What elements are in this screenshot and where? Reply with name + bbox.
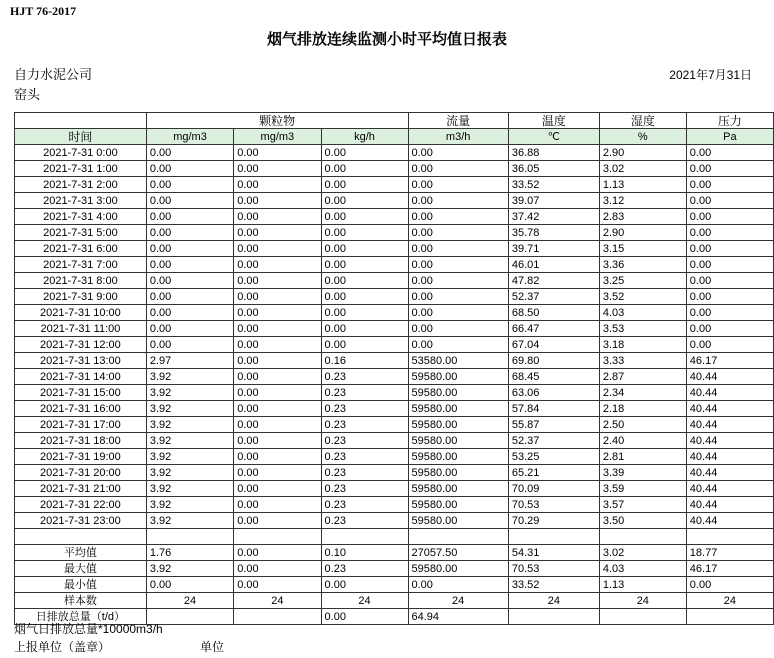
cell-p1: 2.97 <box>146 353 233 369</box>
cell-flow: 0.00 <box>408 193 508 209</box>
summary-flow: 24 <box>408 593 508 609</box>
summary-p1: 0.00 <box>146 577 233 593</box>
cell-pres: 0.00 <box>686 257 773 273</box>
cell-time: 2021-7-31 1:00 <box>15 161 147 177</box>
cell-flow: 0.00 <box>408 289 508 305</box>
table-row <box>15 321 774 337</box>
cell-p1: 3.92 <box>146 497 233 513</box>
unit-particulate-standard: mg/m3 <box>234 129 321 145</box>
cell-hum: 2.18 <box>599 401 686 417</box>
cell-p3: 0.23 <box>321 513 408 529</box>
daily-total-label: 日排放总量（t/d） <box>15 609 147 625</box>
cell-flow: 0.00 <box>408 209 508 225</box>
cell-time: 2021-7-31 21:00 <box>15 481 147 497</box>
cell-p1: 0.00 <box>146 161 233 177</box>
table-row <box>15 273 774 289</box>
cell-p2: 0.00 <box>234 337 321 353</box>
cell-hum: 2.90 <box>599 145 686 161</box>
cell-temp: 53.25 <box>508 449 599 465</box>
cell-time: 2021-7-31 7:00 <box>15 257 147 273</box>
cell-p1: 0.00 <box>146 289 233 305</box>
table-row <box>15 465 774 481</box>
cell-hum: 2.34 <box>599 385 686 401</box>
header-time-blank <box>15 113 147 129</box>
summary-pres: 0.00 <box>686 577 773 593</box>
cell-flow: 59580.00 <box>408 433 508 449</box>
table-row <box>15 193 774 209</box>
cell-pres: 40.44 <box>686 481 773 497</box>
cell-pres: 40.44 <box>686 401 773 417</box>
summary-row-maximum <box>15 561 774 577</box>
footnote: 烟气日排放总量*10000m3/h <box>14 622 163 636</box>
cell-pres: 46.17 <box>686 353 773 369</box>
cell-p3: 0.23 <box>321 433 408 449</box>
summary-p1: 24 <box>146 593 233 609</box>
cell-pres: 40.44 <box>686 449 773 465</box>
table-row <box>15 145 774 161</box>
cell-time: 2021-7-31 3:00 <box>15 193 147 209</box>
cell-p3: 0.00 <box>321 257 408 273</box>
cell-flow: 0.00 <box>408 273 508 289</box>
table-group-header-row <box>15 113 774 129</box>
cell-flow: 0.00 <box>408 257 508 273</box>
cell-p2: 0.00 <box>234 433 321 449</box>
cell-temp: 36.88 <box>508 145 599 161</box>
header-humidity: 湿度 <box>599 113 686 129</box>
cell-time: 2021-7-31 5:00 <box>15 225 147 241</box>
cell-hum: 3.15 <box>599 241 686 257</box>
unit-particulate-concentration: mg/m3 <box>146 129 233 145</box>
table-row <box>15 449 774 465</box>
cell-time: 2021-7-31 22:00 <box>15 497 147 513</box>
cell-hum: 3.39 <box>599 465 686 481</box>
cell-pres: 0.00 <box>686 209 773 225</box>
summary-p1: 3.92 <box>146 561 233 577</box>
cell-hum: 2.81 <box>599 449 686 465</box>
table-row <box>15 433 774 449</box>
cell-hum: 3.25 <box>599 273 686 289</box>
table-row <box>15 353 774 369</box>
cell-flow: 59580.00 <box>408 449 508 465</box>
reporting-unit-label: 上报单位（盖章） <box>14 640 111 654</box>
cell-hum: 3.59 <box>599 481 686 497</box>
cell-p2: 0.00 <box>234 193 321 209</box>
table-row <box>15 513 774 529</box>
cell-hum: 2.83 <box>599 209 686 225</box>
cell-p1: 0.00 <box>146 193 233 209</box>
cell-p3: 0.23 <box>321 497 408 513</box>
cell-time: 2021-7-31 16:00 <box>15 401 147 417</box>
cell-p1: 0.00 <box>146 241 233 257</box>
cell-p1: 3.92 <box>146 417 233 433</box>
cell-flow: 0.00 <box>408 161 508 177</box>
summary-row-minimum <box>15 577 774 593</box>
cell-pres: 40.44 <box>686 369 773 385</box>
cell-p2: 0.00 <box>234 465 321 481</box>
cell-time: 2021-7-31 2:00 <box>15 177 147 193</box>
cell-pres: 0.00 <box>686 289 773 305</box>
cell-hum: 2.90 <box>599 225 686 241</box>
cell-p1: 0.00 <box>146 257 233 273</box>
cell-pres: 40.44 <box>686 513 773 529</box>
cell-p2: 0.00 <box>234 417 321 433</box>
cell-p3: 0.00 <box>321 321 408 337</box>
cell-p3: 0.00 <box>321 225 408 241</box>
cell-p1: 0.00 <box>146 305 233 321</box>
cell-p3: 0.00 <box>321 337 408 353</box>
cell-p3: 0.00 <box>321 241 408 257</box>
summary-hum: 1.13 <box>599 577 686 593</box>
summary-p2: 24 <box>234 593 321 609</box>
table-row <box>15 369 774 385</box>
table-row <box>15 225 774 241</box>
cell-p1: 0.00 <box>146 273 233 289</box>
cell-flow: 59580.00 <box>408 481 508 497</box>
table-row <box>15 305 774 321</box>
table-row <box>15 257 774 273</box>
cell-hum: 3.50 <box>599 513 686 529</box>
summary-flow: 0.00 <box>408 577 508 593</box>
table-row <box>15 497 774 513</box>
cell-time: 2021-7-31 9:00 <box>15 289 147 305</box>
cell-p3: 0.00 <box>321 177 408 193</box>
cell-p1: 3.92 <box>146 433 233 449</box>
cell-pres: 0.00 <box>686 193 773 209</box>
cell-p2: 0.00 <box>234 385 321 401</box>
cell-pres: 40.44 <box>686 465 773 481</box>
cell-hum: 2.87 <box>599 369 686 385</box>
cell-p2: 0.00 <box>234 145 321 161</box>
cell-time: 2021-7-31 0:00 <box>15 145 147 161</box>
cell-flow: 0.00 <box>408 177 508 193</box>
cell-temp: 37.42 <box>508 209 599 225</box>
summary-label: 最大值 <box>15 561 147 577</box>
cell-p1: 0.00 <box>146 177 233 193</box>
cell-hum: 2.40 <box>599 433 686 449</box>
cell-pres: 40.44 <box>686 433 773 449</box>
cell-flow: 0.00 <box>408 321 508 337</box>
summary-p2: 0.00 <box>234 561 321 577</box>
cell-p3: 0.00 <box>321 305 408 321</box>
cell-p2: 0.00 <box>234 289 321 305</box>
cell-p2: 0.00 <box>234 481 321 497</box>
cell-p3: 0.23 <box>321 369 408 385</box>
cell-temp: 52.37 <box>508 433 599 449</box>
table-row <box>15 481 774 497</box>
table-row <box>15 337 774 353</box>
cell-time: 2021-7-31 19:00 <box>15 449 147 465</box>
emission-report-table <box>14 112 774 625</box>
cell-pres: 0.00 <box>686 321 773 337</box>
cell-time: 2021-7-31 15:00 <box>15 385 147 401</box>
cell-p1: 3.92 <box>146 369 233 385</box>
unit-time-label: 时间 <box>15 129 147 145</box>
cell-time: 2021-7-31 23:00 <box>15 513 147 529</box>
summary-label: 样本数 <box>15 593 147 609</box>
table-body <box>15 113 774 625</box>
cell-flow: 0.00 <box>408 225 508 241</box>
cell-temp: 52.37 <box>508 289 599 305</box>
cell-time: 2021-7-31 4:00 <box>15 209 147 225</box>
cell-p1: 3.92 <box>146 449 233 465</box>
table-unit-row <box>15 129 774 145</box>
cell-p2: 0.00 <box>234 401 321 417</box>
cell-temp: 65.21 <box>508 465 599 481</box>
summary-flow: 27057.50 <box>408 545 508 561</box>
cell-pres: 0.00 <box>686 273 773 289</box>
cell-time: 2021-7-31 18:00 <box>15 433 147 449</box>
cell-time: 2021-7-31 13:00 <box>15 353 147 369</box>
cell-temp: 68.50 <box>508 305 599 321</box>
unit-label: 单位 <box>200 640 225 654</box>
cell-time: 2021-7-31 20:00 <box>15 465 147 481</box>
cell-flow: 53580.00 <box>408 353 508 369</box>
cell-temp: 55.87 <box>508 417 599 433</box>
cell-pres: 0.00 <box>686 241 773 257</box>
emission-source: 窑头 <box>14 87 41 102</box>
summary-p3: 0.23 <box>321 561 408 577</box>
cell-flow: 59580.00 <box>408 465 508 481</box>
cell-hum: 3.53 <box>599 321 686 337</box>
cell-p1: 3.92 <box>146 385 233 401</box>
table-row <box>15 417 774 433</box>
cell-temp: 39.71 <box>508 241 599 257</box>
cell-pres: 0.00 <box>686 177 773 193</box>
cell-hum: 3.57 <box>599 497 686 513</box>
summary-flow: 59580.00 <box>408 561 508 577</box>
cell-p1: 0.00 <box>146 321 233 337</box>
cell-p3: 0.23 <box>321 481 408 497</box>
cell-p1: 3.92 <box>146 481 233 497</box>
cell-p3: 0.23 <box>321 385 408 401</box>
cell-p3: 0.23 <box>321 401 408 417</box>
cell-flow: 59580.00 <box>408 385 508 401</box>
cell-p2: 0.00 <box>234 225 321 241</box>
cell-time: 2021-7-31 10:00 <box>15 305 147 321</box>
cell-temp: 66.47 <box>508 321 599 337</box>
table-row <box>15 289 774 305</box>
cell-temp: 70.09 <box>508 481 599 497</box>
table-row <box>15 161 774 177</box>
summary-temp: 54.31 <box>508 545 599 561</box>
summary-hum: 3.02 <box>599 545 686 561</box>
cell-p1: 3.92 <box>146 401 233 417</box>
unit-particulate-rate: kg/h <box>321 129 408 145</box>
summary-hum: 24 <box>599 593 686 609</box>
cell-p1: 0.00 <box>146 225 233 241</box>
cell-p3: 0.00 <box>321 273 408 289</box>
cell-hum: 1.13 <box>599 177 686 193</box>
cell-p2: 0.00 <box>234 257 321 273</box>
cell-pres: 0.00 <box>686 225 773 241</box>
summary-row-sample-count <box>15 593 774 609</box>
cell-pres: 40.44 <box>686 497 773 513</box>
cell-flow: 59580.00 <box>408 497 508 513</box>
summary-label: 最小值 <box>15 577 147 593</box>
cell-temp: 33.52 <box>508 177 599 193</box>
cell-pres: 0.00 <box>686 145 773 161</box>
cell-time: 2021-7-31 6:00 <box>15 241 147 257</box>
cell-p1: 0.00 <box>146 209 233 225</box>
summary-p3: 24 <box>321 593 408 609</box>
summary-pres: 24 <box>686 593 773 609</box>
cell-p3: 0.23 <box>321 449 408 465</box>
cell-time: 2021-7-31 11:00 <box>15 321 147 337</box>
cell-time: 2021-7-31 8:00 <box>15 273 147 289</box>
cell-p2: 0.00 <box>234 209 321 225</box>
cell-temp: 70.53 <box>508 497 599 513</box>
cell-hum: 3.18 <box>599 337 686 353</box>
header-flow: 流量 <box>408 113 508 129</box>
header-particulate: 颗粒物 <box>146 113 408 129</box>
cell-p2: 0.00 <box>234 321 321 337</box>
summary-p2: 0.00 <box>234 545 321 561</box>
cell-pres: 40.44 <box>686 417 773 433</box>
cell-p2: 0.00 <box>234 241 321 257</box>
cell-flow: 59580.00 <box>408 513 508 529</box>
cell-p1: 3.92 <box>146 513 233 529</box>
cell-pres: 40.44 <box>686 385 773 401</box>
cell-hum: 3.33 <box>599 353 686 369</box>
cell-p2: 0.00 <box>234 449 321 465</box>
spacer-row <box>15 529 774 545</box>
cell-hum: 3.02 <box>599 161 686 177</box>
cell-temp: 70.29 <box>508 513 599 529</box>
cell-p2: 0.00 <box>234 369 321 385</box>
cell-flow: 0.00 <box>408 145 508 161</box>
cell-p2: 0.00 <box>234 513 321 529</box>
summary-row-average <box>15 545 774 561</box>
summary-pres: 18.77 <box>686 545 773 561</box>
summary-p3: 0.00 <box>321 577 408 593</box>
cell-temp: 39.07 <box>508 193 599 209</box>
summary-temp: 33.52 <box>508 577 599 593</box>
cell-p2: 0.00 <box>234 305 321 321</box>
cell-flow: 59580.00 <box>408 417 508 433</box>
cell-time: 2021-7-31 14:00 <box>15 369 147 385</box>
unit-humidity: % <box>599 129 686 145</box>
cell-p3: 0.23 <box>321 465 408 481</box>
cell-pres: 0.00 <box>686 305 773 321</box>
cell-p3: 0.00 <box>321 161 408 177</box>
unit-flow: m3/h <box>408 129 508 145</box>
cell-p3: 0.16 <box>321 353 408 369</box>
cell-flow: 0.00 <box>408 337 508 353</box>
cell-p2: 0.00 <box>234 273 321 289</box>
cell-temp: 68.45 <box>508 369 599 385</box>
table-row <box>15 209 774 225</box>
cell-temp: 57.84 <box>508 401 599 417</box>
page-title: 烟气排放连续监测小时平均值日报表 <box>266 31 507 48</box>
company-name: 自力水泥公司 <box>14 67 93 82</box>
cell-time: 2021-7-31 12:00 <box>15 337 147 353</box>
cell-pres: 0.00 <box>686 337 773 353</box>
table-row <box>15 385 774 401</box>
cell-hum: 2.50 <box>599 417 686 433</box>
cell-p1: 3.92 <box>146 465 233 481</box>
cell-temp: 46.01 <box>508 257 599 273</box>
cell-temp: 47.82 <box>508 273 599 289</box>
unit-temperature: ℃ <box>508 129 599 145</box>
cell-p2: 0.00 <box>234 161 321 177</box>
cell-time: 2021-7-31 17:00 <box>15 417 147 433</box>
report-date: 2021年7月31日 <box>669 68 752 82</box>
cell-temp: 35.78 <box>508 225 599 241</box>
cell-p1: 0.00 <box>146 337 233 353</box>
cell-p2: 0.00 <box>234 353 321 369</box>
cell-temp: 67.04 <box>508 337 599 353</box>
cell-flow: 0.00 <box>408 241 508 257</box>
daily-total-p3: 0.00 <box>321 609 408 625</box>
header-pressure: 压力 <box>686 113 773 129</box>
cell-temp: 69.80 <box>508 353 599 369</box>
cell-temp: 63.06 <box>508 385 599 401</box>
cell-p3: 0.00 <box>321 209 408 225</box>
cell-p3: 0.00 <box>321 145 408 161</box>
cell-p2: 0.00 <box>234 497 321 513</box>
cell-flow: 59580.00 <box>408 401 508 417</box>
header-temperature: 温度 <box>508 113 599 129</box>
unit-pressure: Pa <box>686 129 773 145</box>
table-row <box>15 177 774 193</box>
table-row <box>15 241 774 257</box>
standard-code: HJT 76-2017 <box>10 4 77 18</box>
summary-p3: 0.10 <box>321 545 408 561</box>
table-row <box>15 401 774 417</box>
cell-hum: 3.12 <box>599 193 686 209</box>
summary-p2: 0.00 <box>234 577 321 593</box>
summary-p1: 1.76 <box>146 545 233 561</box>
daily-total-flow: 64.94 <box>408 609 508 625</box>
summary-label: 平均值 <box>15 545 147 561</box>
cell-temp: 36.05 <box>508 161 599 177</box>
cell-p1: 0.00 <box>146 145 233 161</box>
cell-p3: 0.00 <box>321 289 408 305</box>
cell-hum: 4.03 <box>599 305 686 321</box>
cell-hum: 3.52 <box>599 289 686 305</box>
cell-p3: 0.23 <box>321 417 408 433</box>
cell-p3: 0.00 <box>321 193 408 209</box>
summary-temp: 24 <box>508 593 599 609</box>
cell-p2: 0.00 <box>234 177 321 193</box>
cell-hum: 3.36 <box>599 257 686 273</box>
summary-pres: 46.17 <box>686 561 773 577</box>
summary-temp: 70.53 <box>508 561 599 577</box>
cell-flow: 0.00 <box>408 305 508 321</box>
cell-pres: 0.00 <box>686 161 773 177</box>
cell-flow: 59580.00 <box>408 369 508 385</box>
summary-hum: 4.03 <box>599 561 686 577</box>
